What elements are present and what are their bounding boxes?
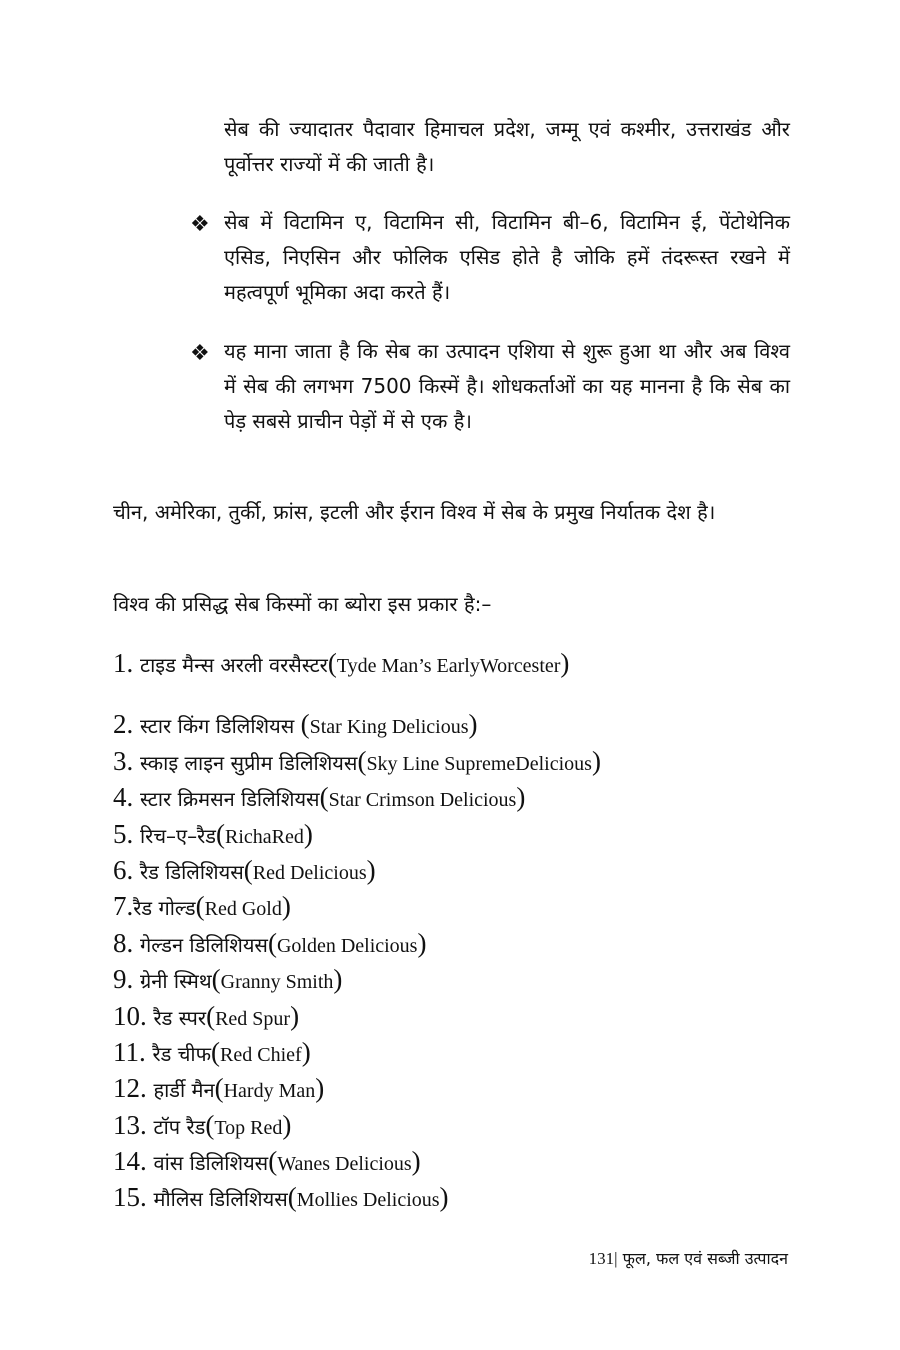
item-english-name: Golden Delicious (276, 934, 418, 957)
item-number: 5. (113, 818, 140, 849)
item-number: 13. (113, 1109, 154, 1140)
item-hindi-name: टाइड मैन्स अरली वरसैस्टर (140, 653, 328, 677)
item-hindi-name: रैड गोल्ड (133, 896, 196, 921)
item-english-name: Red Spur (215, 1007, 291, 1030)
item-english-name: Star Crimson Delicious (328, 789, 517, 812)
apple-varieties-list (113, 645, 813, 1216)
item-english-name: Top Red (214, 1116, 283, 1139)
item-number: 7. (113, 891, 134, 922)
list-item: 9. ग्रेनी स्मिथ(Granny Smith) (113, 964, 343, 995)
book-title: फूल, फल एवं सब्जी उत्पादन (617, 1249, 788, 1268)
item-hindi-name: वांस डिलिशियस (153, 1151, 269, 1176)
list-item: 14. वांस डिलिशियस(Wanes Delicious) (113, 1146, 421, 1177)
item-number: 12. (113, 1073, 154, 1104)
item-english-name: Hardy Man (223, 1080, 316, 1103)
item-english-name: Granny Smith (220, 971, 334, 994)
item-english-name: RichaRed (225, 825, 304, 848)
item-english-name: Sky Line SupremeDelicious (366, 752, 592, 775)
item-number: 15. (113, 1182, 154, 1213)
diamond-bullet-icon: ❖ (190, 341, 210, 366)
item-english-name: Star King Delicious (309, 716, 469, 739)
item-number: 2. (113, 709, 140, 740)
item-number: 10. (113, 1000, 154, 1031)
footer-separator: | (614, 1249, 618, 1268)
item-english-name: Red Chief (220, 1043, 302, 1066)
item-number: 3. (113, 745, 140, 776)
exporters-paragraph: चीन, अमेरिका, तुर्की, फ्रांस, इटली और ईरान विश्व में सेब के प्रमुख निर्यातक देश है। (113, 500, 716, 524)
item-hindi-name: स्टार किंग डिलिशियस (140, 714, 301, 739)
list-item: 15. मौलिस डिलिशियस(Mollies Delicious) (113, 1182, 449, 1213)
item-hindi-name: टॉप रैड (153, 1114, 206, 1139)
list-item: 3. स्काइ लाइन सुप्रीम डिलिशियस(Sky Line SupremeDelicious) (113, 745, 601, 776)
item-hindi-name: ग्रेनी स्मिथ (140, 969, 212, 994)
item-hindi-name: स्काइ लाइन सुप्रीम डिलिशियस (140, 750, 358, 775)
list-item: 1. टाइड मैन्स अरली वरसैस्टर(Tyde Man’s EarlyWorcester) (113, 648, 570, 678)
item-number: 8. (113, 927, 140, 958)
list-item: 5. रिच–ए–रैड(RichaRed) (113, 818, 313, 849)
item-number: 11. (113, 1036, 153, 1067)
item-hindi-name: मौलिस डिलिशियस (153, 1187, 288, 1212)
item-english-name: Red Gold (204, 898, 282, 921)
list-item: 8. गेल्डन डिलिशियस(Golden Delicious) (113, 927, 427, 958)
item-number: 4. (113, 782, 140, 813)
varieties-intro-line: विश्व की प्रसिद्ध सेब किस्मों का ब्योरा इस प्रकार है:– (113, 592, 492, 616)
list-item: 11. रैड चीफ(Red Chief) (113, 1036, 311, 1067)
item-english-name: Tyde Man’s EarlyWorcester (336, 655, 561, 677)
list-item: 6. रैड डिलिशियस(Red Delicious) (113, 854, 376, 885)
continuation-paragraph: सेब की ज्यादातर पैदावार हिमाचल प्रदेश, जम्मू एवं कश्मीर, उत्तराखंड और पूर्वोत्तर राज्यों में की जाती है। (224, 117, 790, 176)
diamond-bullet-icon: ❖ (190, 212, 210, 237)
bullet-text: यह माना जाता है कि सेब का उत्पादन एशिया से शुरू हुआ था और अब विश्व में सेब की लगभग 7500 किस्में है। शोधकर्ताओं का यह मानना है कि सेब का पेड़ सबसे प्राचीन पेड़ों में से एक है। (224, 339, 790, 433)
bullet-text: सेब में विटामिन ए, विटामिन सी, विटामिन बी–6, विटामिन ई, पेंटोथेनिक एसिड, निएसिन और फोलिक एसिड होते है जोकि हमें तंदरूस्त रखने में महत्वपूर्ण भूमिका अदा करते हैं। (224, 210, 790, 304)
item-hindi-name: रैड डिलिशियस (140, 859, 244, 884)
item-number: 14. (113, 1146, 154, 1177)
item-hindi-name: स्टार क्रिमसन डिलिशियस (140, 787, 320, 812)
item-english-name: Red Delicious (252, 861, 367, 884)
item-hindi-name: रिच–ए–रैड (140, 823, 216, 848)
list-item: 12. हार्डी मैन(Hardy Man) (113, 1073, 325, 1104)
item-number: 6. (113, 854, 140, 885)
list-item: 2. स्टार किंग डिलिशियस (Star King Delicious) (113, 709, 478, 740)
page-number: 131 (588, 1249, 615, 1268)
list-item: 10. रैड स्पर(Red Spur) (113, 1000, 300, 1031)
item-english-name: Wanes Delicious (277, 1153, 412, 1176)
item-number: 1. (113, 648, 140, 678)
page-footer (548, 1247, 788, 1272)
list-item: 13. टॉप रैड(Top Red) (113, 1109, 292, 1140)
item-hindi-name: हार्डी मैन (153, 1078, 215, 1103)
list-item: 7.रैड गोल्ड(Red Gold) (113, 891, 291, 922)
item-hindi-name: रैड चीफ (152, 1041, 212, 1066)
item-hindi-name: गेल्डन डिलिशियस (140, 932, 268, 957)
item-hindi-name: रैड स्पर (153, 1005, 207, 1030)
item-english-name: Mollies Delicious (296, 1189, 440, 1212)
list-item: 4. स्टार क्रिमसन डिलिशियस(Star Crimson Delicious) (113, 782, 526, 813)
item-number: 9. (113, 964, 140, 995)
